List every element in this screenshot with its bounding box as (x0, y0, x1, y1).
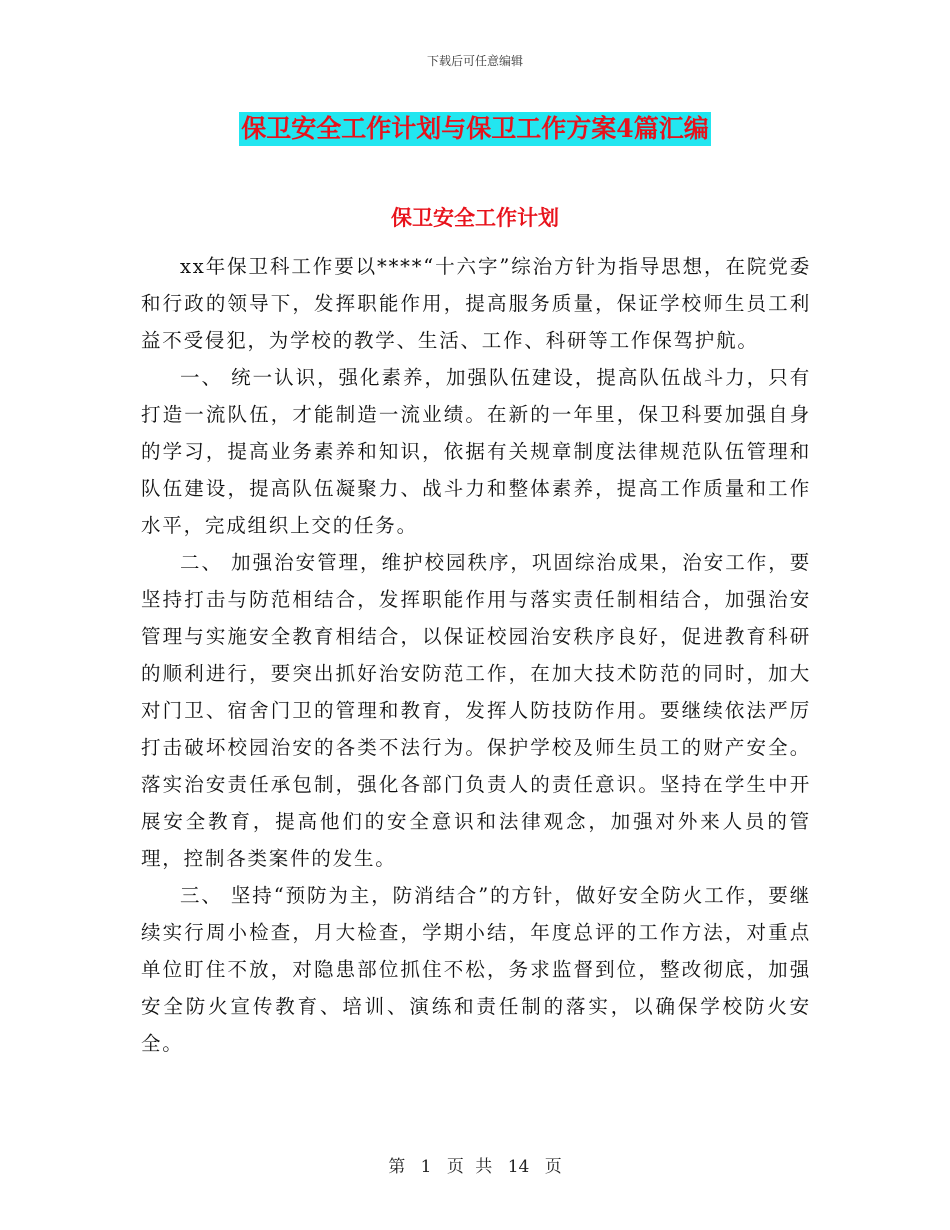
header-note: 下载后可任意编辑 (426, 54, 523, 68)
document-body (141, 248, 811, 1062)
paragraph-intro: xx年保卫科工作要以****“十六字”综治方针为指导思想，在院党委和行政的领导下，发挥职能作用，提高服务质量，保证学校师生员工利益不受侵犯，为学校的教学、生活、工作、科研等工作保驾护航。 (141, 255, 811, 352)
footer-suffix: 页 (544, 1157, 562, 1177)
footer-middle: 页 共 (446, 1157, 493, 1177)
page-footer (0, 1152, 950, 1177)
footer-total-pages: 14 (507, 1157, 530, 1177)
footer-page-number: 1 (420, 1157, 432, 1177)
document-title-container (0, 112, 950, 146)
section-title: 保卫安全工作计划 (391, 205, 559, 230)
document-title: 保卫安全工作计划与保卫工作方案4篇汇编 (239, 112, 710, 146)
paragraph-item-2: 二、 加强治安管理，维护校园秩序，巩固综治成果，治安工作，要坚持打击与防范相结合，发挥职能作用与落实责任制相结合，加强治安管理与实施安全教育相结合，以保证校园治安秩序良好，促进教育科研的顺利进行，要突出抓好治安防范工作，在加大技术防范的同时，加大对门卫、宿舍门卫的管理和教育，发挥人防技防作用。要继续依法严厉打击破坏校园治安的各类不法行为。保护学校及师生员工的财产安全。落实治安责任承包制，强化各部门负责人的责任意识。坚持在学生中开展安全教育，提高他们的安全意识和法律观念，加强对外来人员的管理，控制各类案件的发生。 (141, 551, 811, 870)
paragraph-item-1: 一、 统一认识，强化素养，加强队伍建设，提高队伍战斗力，只有打造一流队伍，才能制造一流业绩。在新的一年里，保卫科要加强自身的学习，提高业务素养和知识，依据有关规章制度法律规范队伍管理和队伍建设，提高队伍凝聚力、战斗力和整体素养，提高工作质量和工作水平，完成组织上交的任务。 (141, 366, 811, 537)
paragraph-item-3: 三、 坚持“预防为主，防消结合”的方针，做好安全防火工作，要继续实行周小检查，月大检查，学期小结，年度总评的工作方法，对重点单位盯住不放，对隐患部位抓住不松，务求监督到位，整改彻底，加强安全防火宣传教育、培训、演练和责任制的落实，以确保学校防火安全。 (141, 884, 811, 1055)
footer-prefix: 第 (388, 1157, 406, 1177)
